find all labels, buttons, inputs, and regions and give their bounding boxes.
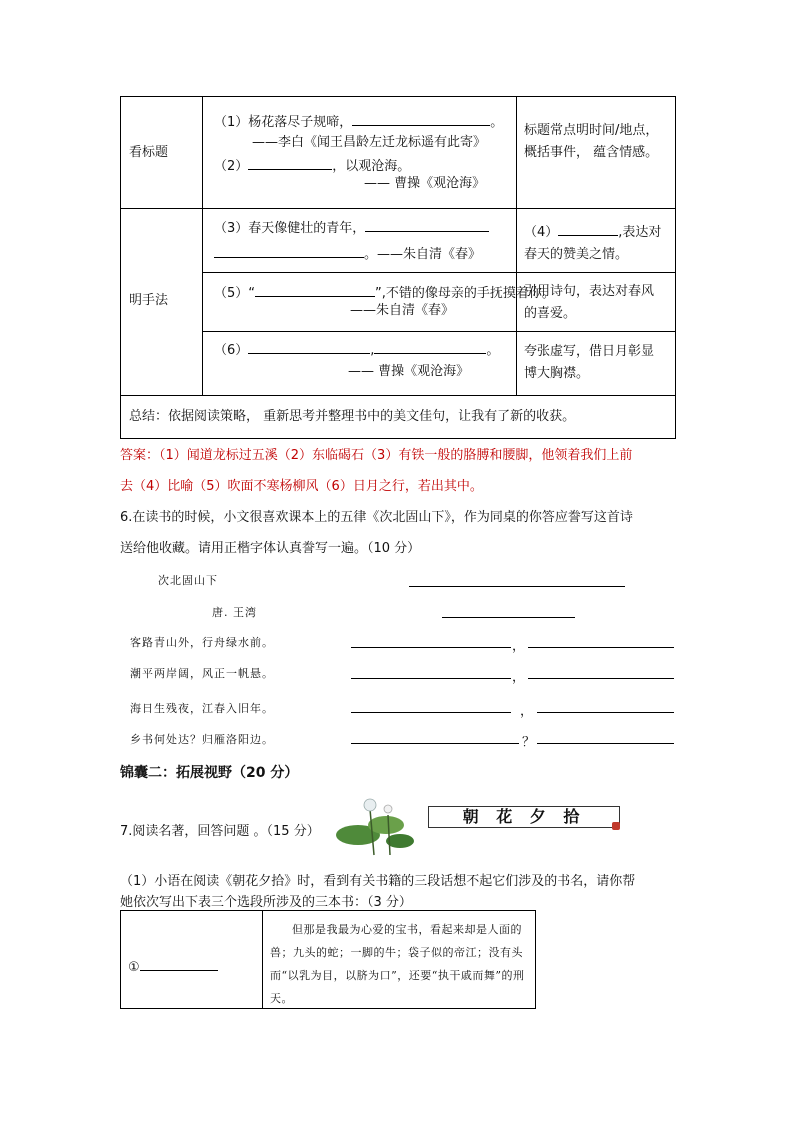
q6-line-2: 送给他收藏。请用正楷字体认真誊写一遍。（10 分）: [120, 541, 421, 556]
answer-line-2: 去（4）比喻（5）吹面不寒杨柳风（6）日月之行，若出其中。: [120, 479, 483, 494]
write-line-author[interactable]: [442, 617, 575, 618]
write-line-3a[interactable]: [351, 712, 511, 713]
lotus-leaf: [368, 816, 404, 834]
write-line-1b[interactable]: [528, 647, 674, 648]
item-1-end: 。: [490, 115, 504, 130]
blank-1[interactable]: [352, 110, 490, 126]
item-3b-end: 。——朱自清《春》: [364, 247, 482, 262]
blank-3a[interactable]: [365, 216, 489, 232]
book-answer-1: [128, 955, 218, 975]
row-divider: [120, 395, 676, 396]
answer-line-1: 答案：（1）闻道龙标过五溪（2）东临碣石（3）有铁一般的胳膊和腰脚，他领着我们上前: [120, 448, 633, 463]
punct-2: ，: [512, 670, 526, 685]
item-1-text: （1）杨花落尽子规啼，: [214, 115, 353, 130]
book-table-divider: [262, 910, 263, 1009]
note-6: 夸张虚写，借日月彰显博大胸襟。: [524, 344, 655, 381]
item-5-rest: ”,不错的像母亲的手抚摸着你。: [375, 286, 555, 301]
item-2-prefix: （2）: [214, 159, 249, 174]
cite-2: —— 曹操《观沧海》: [364, 176, 486, 191]
item-3a-text: （3）春天像健壮的青年，: [214, 221, 366, 236]
poem-author: 唐. 王湾: [212, 606, 257, 619]
blank-5[interactable]: [255, 281, 375, 297]
note-3: [524, 220, 666, 266]
write-line-4b[interactable]: [537, 743, 674, 744]
col-divider: [202, 96, 203, 395]
blank-6a[interactable]: [248, 338, 370, 354]
row-label-title: 看标题: [129, 145, 169, 160]
item-3a: [214, 216, 489, 240]
item-6-end: 。: [486, 343, 500, 358]
excerpt-1: 但那是我最为心爱的宝书，看起来却是人面的兽；九头的蛇；一脚的牛；袋子似的帝江；没有头而“以乳为目，以脐为口”，还要“执干戚而舞”的刑天。: [270, 923, 525, 1005]
row-divider: [202, 331, 676, 332]
item-6-mid: ,: [370, 343, 375, 358]
lotus-flower: [364, 799, 376, 811]
book-banner: 朝 花 夕 拾: [428, 806, 620, 828]
item-6: [214, 338, 499, 362]
note-5: 引用诗句，表达对春风的喜爱。: [524, 284, 655, 321]
col-divider: [516, 96, 517, 395]
note-3-prefix: （4）: [524, 225, 559, 240]
poem-line-3: 海日生残夜，江春入旧年。: [130, 702, 274, 715]
write-line-4a[interactable]: [351, 743, 519, 744]
item-1: [214, 110, 503, 134]
punct-4: ？: [522, 735, 536, 750]
item-5-prefix: （5）“: [214, 286, 256, 301]
q6-line-1: 6.在读书的时候，小文很喜欢课本上的五律《次北固山下》，作为同桌的你答应誊写这首诗: [120, 510, 633, 525]
write-line-2a[interactable]: [351, 678, 511, 679]
seal-stamp: [612, 822, 620, 830]
cite-5: ——朱自清《春》: [350, 303, 455, 318]
q7-line-1: 7.阅读名著，回答问题 。（15 分）: [120, 824, 320, 839]
punct-1: ，: [512, 639, 526, 654]
item-3b: [214, 242, 481, 266]
note-3-rest: ,表达对春天的赞美之情。: [524, 225, 662, 262]
poem-line-1: 客路青山外，行舟绿水前。: [130, 636, 274, 649]
section-2-title: 锦囊二：拓展视野（20 分）: [120, 765, 299, 781]
item-2-rest: ，以观沧海。: [332, 159, 411, 174]
summary: 总结：依据阅读策略， 重新思考并整理书中的美文佳句，让我有了新的收获。: [129, 409, 576, 424]
lotus-image: [330, 795, 422, 859]
write-line-1a[interactable]: [351, 647, 511, 648]
row-divider: [202, 272, 676, 273]
lotus-bud: [384, 805, 392, 813]
note-1: 标题常点明时间/地点，概括事件， 蕴含情感。: [524, 123, 659, 160]
poem-line-2: 潮平两岸阔，风正一帆悬。: [130, 667, 274, 680]
punct-3: ，: [520, 704, 534, 719]
blank-2[interactable]: [248, 154, 332, 170]
poem-line-4: 乡书何处达？归雁洛阳边。: [130, 733, 274, 746]
row-divider: [120, 208, 676, 209]
row-label-method: 明手法: [129, 293, 169, 308]
item-6-prefix: （6）: [214, 343, 249, 358]
write-line-2b[interactable]: [528, 678, 674, 679]
blank-4[interactable]: [558, 220, 618, 236]
blank-3b[interactable]: [214, 242, 364, 258]
cite-1: ——李白《闻王昌龄左迁龙标遥有此寄》: [252, 135, 487, 150]
write-line-3b[interactable]: [537, 712, 674, 713]
q7-sub1: （1）小语在阅读《朝花夕拾》时，看到有关书籍的三段话想不起它们涉及的书名，请你帮: [120, 874, 636, 889]
blank-6b[interactable]: [374, 338, 486, 354]
answer-number: ①: [128, 960, 140, 975]
write-line-title[interactable]: [409, 586, 625, 587]
book-blank-1[interactable]: [140, 955, 218, 971]
q7-sub1b: 她依次写出下表三个选段所涉及的三本书：（3 分）: [120, 895, 412, 910]
cite-6: —— 曹操《观沧海》: [348, 364, 470, 379]
poem-title: 次北固山下: [158, 574, 218, 587]
